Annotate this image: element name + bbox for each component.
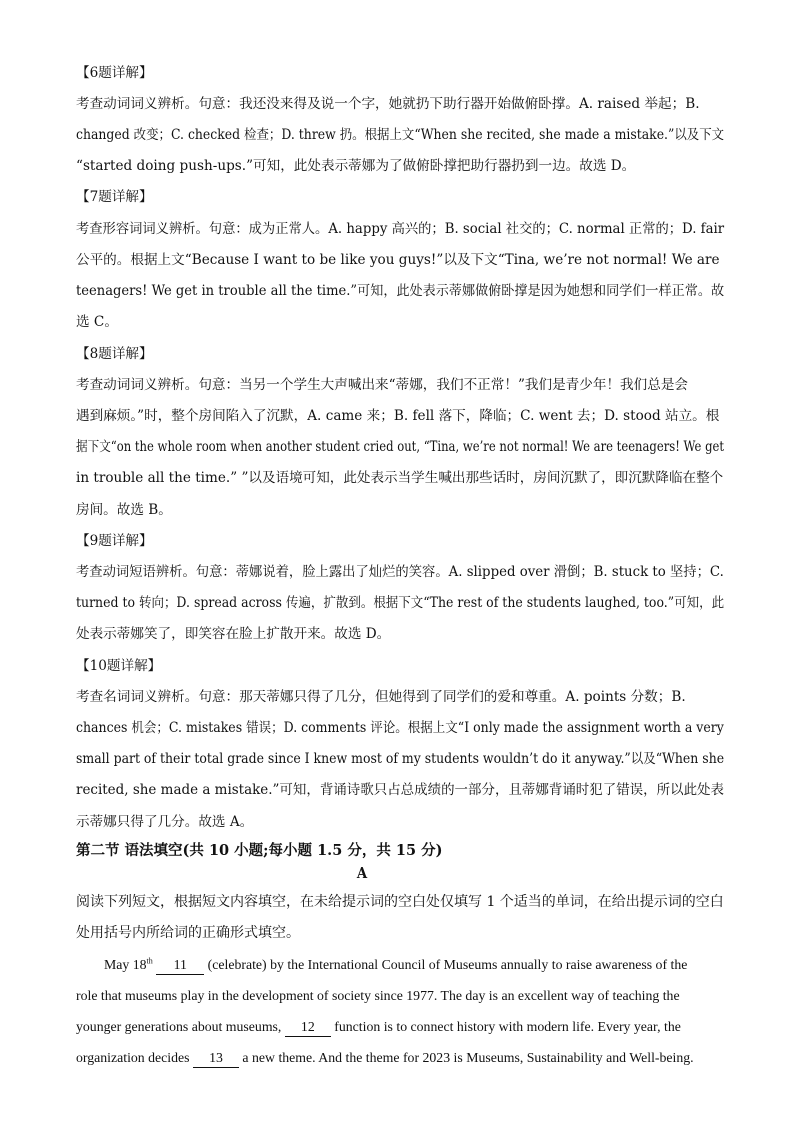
- q8-heading: 【8题详解】: [76, 346, 153, 362]
- q10-heading: 【10题详解】: [76, 658, 162, 674]
- passage-line-3-rest: function is to connect history with modern life. Every year, the: [330, 1019, 681, 1034]
- q8-line-3: 据下文“on the whole room when another student cried out, “Tina, we’re not normal! We are teenagers! We get: [76, 439, 725, 455]
- passage-line-1-rest: (celebrate) by the International Council of Museums annually to raise awareness of the: [204, 957, 688, 972]
- q6-line-2: changed 改变；C. checked 检查；D. threw 扔。根据上文“When she recited, she made a mistake.”以及下文: [76, 127, 725, 143]
- q9-line-3: 处表示蒂娜笑了，即笑容在脸上扩散开来。故选 D。: [76, 626, 391, 642]
- q7-heading: 【7题详解】: [76, 189, 153, 205]
- blank-12[interactable]: 12: [285, 1018, 331, 1037]
- q10-line-5: 示蒂娜只得了几分。故选 A。: [76, 814, 254, 830]
- passage-line-3-start: younger generations about museums,: [76, 1019, 285, 1034]
- passage-line-2: role that museums play in the development of society since 1977. The day is an excellent way of teaching the: [76, 988, 680, 1003]
- passage-date: May 18: [104, 957, 147, 972]
- blank-11[interactable]: 11: [156, 956, 204, 975]
- passage-line-4-rest: a new theme. And the theme for 2023 is Museums, Sustainability and Well-being.: [238, 1050, 694, 1065]
- q10-line-3: small part of their total grade since I knew most of my students wouldn’t do it anyway.”以及“When she: [76, 751, 725, 767]
- q10-line-1: 考查名词词义辨析。句意：那天蒂娜只得了几分，但她得到了同学们的爱和尊重。A. points 分数；B.: [76, 689, 686, 705]
- section-part-label: A: [356, 865, 368, 882]
- q8-line-2: 遇到麻烦。”时，整个房间陷入了沉默，A. came 来；B. fell 落下，降临；C. went 去；D. stood 站立。根: [76, 408, 720, 424]
- q9-line-2: turned to 转向；D. spread across 传遍，扩散到。根据下文“The rest of the students laughed, too.”可知，此: [76, 595, 725, 611]
- q6-heading: 【6题详解】: [76, 65, 153, 81]
- instructions-line-2: 处用括号内所给词的正确形式填空。: [76, 925, 300, 941]
- section-title: 第二节 语法填空(共 10 小题;每小题 1.5 分，共 15 分): [76, 842, 443, 859]
- q6-line-3: “started doing push-ups.”可知，此处表示蒂娜为了做俯卧撑把助行器扔到一边。故选 D。: [76, 158, 636, 174]
- passage-date-suffix: th: [146, 956, 153, 966]
- instructions-line-1: 阅读下列短文，根据短文内容填空，在未给提示词的空白处仅填写 1 个适当的单词，在给出提示词的空白: [76, 894, 724, 910]
- q10-line-4: recited, she made a mistake.”可知，背诵诗歌只占总成绩的一部分，且蒂娜背诵时犯了错误，所以此处表: [76, 782, 724, 798]
- q7-line-4: 选 C。: [76, 314, 118, 330]
- passage-line-4-start: organization decides: [76, 1050, 193, 1065]
- q8-line-5: 房间。故选 B。: [76, 502, 172, 518]
- passage-line-1: [104, 956, 687, 975]
- q9-line-1: 考查动词短语辨析。句意：蒂娜说着，脸上露出了灿烂的笑容。A. slipped over 滑倒；B. stuck to 坚持；C.: [76, 564, 724, 580]
- q10-line-2: chances 机会；C. mistakes 错误；D. comments 评论。根据上文“I only made the assignment worth a very: [76, 720, 724, 736]
- q7-line-1: 考查形容词词义辨析。句意：成为正常人。A. happy 高兴的；B. social 社交的；C. normal 正常的；D. fair: [76, 221, 725, 237]
- blank-13[interactable]: 13: [193, 1049, 239, 1068]
- q8-line-4: in trouble all the time.” ”以及语境可知，此处表示当学生喊出那些话时，房间沉默了，即沉默降临在整个: [76, 470, 724, 486]
- passage-line-3: [76, 1018, 681, 1037]
- passage-line-4: [76, 1049, 694, 1068]
- q7-line-3: teenagers! We get in trouble all the time.”可知，此处表示蒂娜做俯卧撑是因为她想和同学们一样正常。故: [76, 283, 725, 299]
- q9-heading: 【9题详解】: [76, 533, 153, 549]
- q6-line-1: 考查动词词义辨析。句意：我还没来得及说一个字，她就扔下助行器开始做俯卧撑。A. raised 举起；B.: [76, 96, 700, 112]
- q8-line-1: 考查动词词义辨析。句意：当另一个学生大声喊出来“蒂娜，我们不正常！”我们是青少年！我们总是会: [76, 377, 689, 393]
- q7-line-2: 公平的。根据上文“Because I want to be like you guys!”以及下文“Tina, we’re not normal! We are: [76, 252, 720, 268]
